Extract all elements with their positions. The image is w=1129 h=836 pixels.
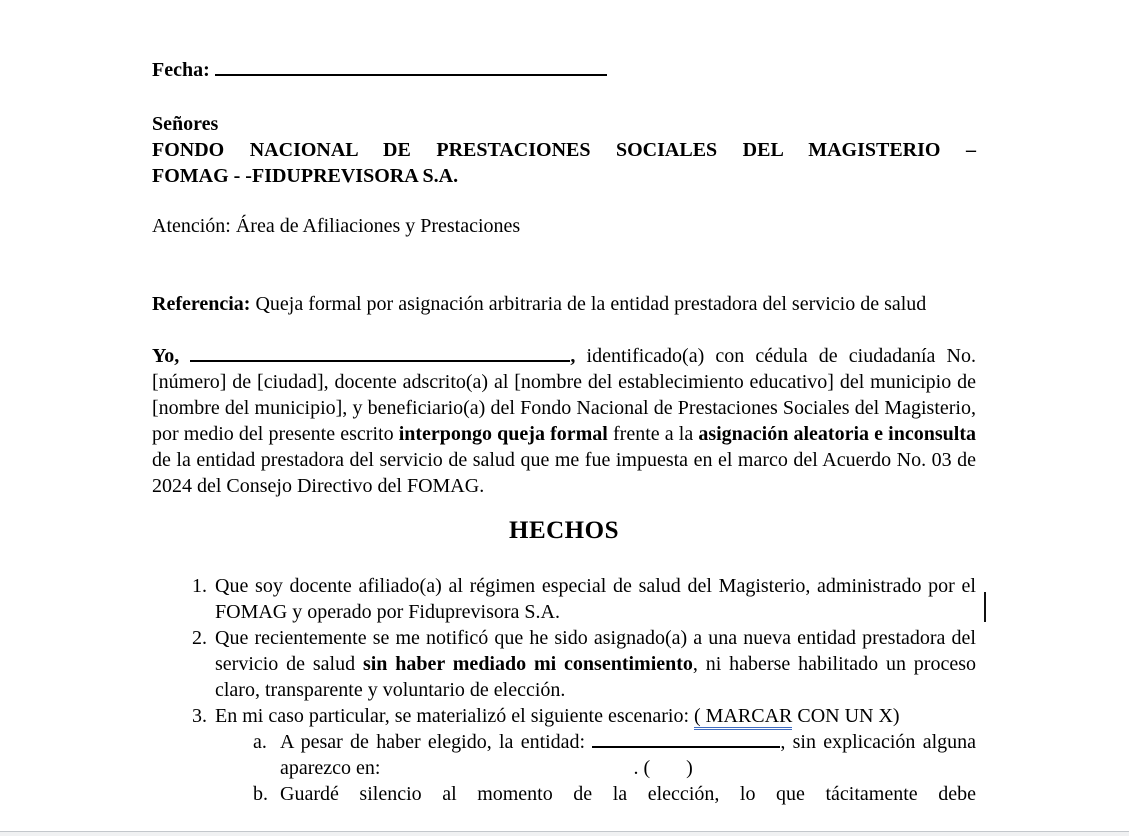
text: . ( bbox=[633, 757, 651, 779]
bold-text: interpongo queja formal bbox=[398, 423, 608, 445]
blank-field[interactable] bbox=[215, 74, 607, 76]
text: En mi caso particular, se materializó el siguiente escenario: bbox=[215, 705, 695, 727]
date-line bbox=[152, 57, 976, 83]
subitem-text bbox=[280, 731, 976, 779]
fact-number: 1. bbox=[192, 575, 207, 597]
recipient-name-line-1: FONDO NACIONAL DE PRESTACIONES SOCIALES DEL MAGISTERIO – bbox=[152, 139, 976, 161]
text: Que recientemente se me notificó que he sido asignado(a) a una nueva entidad prestadora del servicio de salud bbox=[215, 627, 976, 675]
blank-field[interactable] bbox=[592, 746, 780, 748]
fact-number: 3. bbox=[192, 705, 207, 727]
bold-text: Fecha: bbox=[152, 59, 215, 81]
blank-field[interactable] bbox=[190, 360, 570, 362]
text: Queja formal por asignación arbitraria de la entidad prestadora del servicio de salud bbox=[250, 293, 927, 315]
fact-item bbox=[152, 703, 976, 729]
intro-paragraph bbox=[152, 343, 976, 499]
subitem-letter: a. bbox=[253, 731, 267, 753]
text: frente a la bbox=[607, 423, 699, 445]
grammar-underline-text: ( MARCAR bbox=[694, 705, 792, 730]
subitem-letter: b. bbox=[253, 783, 268, 805]
fact-subitem bbox=[152, 729, 976, 781]
fact-text bbox=[215, 627, 976, 701]
bold-text: Yo, bbox=[152, 345, 191, 367]
fact-text bbox=[215, 705, 900, 730]
text: A pesar de haber elegido, la entidad: bbox=[280, 731, 593, 753]
window-bottom-edge bbox=[0, 831, 1129, 836]
fact-item bbox=[152, 573, 976, 625]
text: , ni haberse habilitado un proceso claro, transparente y voluntario de elección. bbox=[215, 653, 976, 701]
text: de la entidad prestadora del servicio de salud que me fue impuesta en el marco del Acuerdo No. 03 de 2024 del Consejo Directivo del FOMAG. bbox=[152, 449, 976, 497]
bold-text: sin haber mediado mi consentimiento bbox=[362, 653, 693, 675]
text: Guardé silencio al momento de la elección, lo que tácitamente debe bbox=[280, 783, 976, 805]
fact-number: 2. bbox=[192, 627, 207, 649]
text-cursor bbox=[984, 592, 986, 622]
section-title-hechos: HECHOS bbox=[509, 517, 619, 544]
recipient-name-line-2: FOMAG - -FIDUPREVISORA S.A. bbox=[152, 165, 459, 187]
bold-text: asignación aleatoria e inconsulta bbox=[698, 423, 976, 445]
text: , sin explicación alguna aparezco en: bbox=[280, 731, 977, 779]
attention-line: Atención: Área de Afiliaciones y Prestaciones bbox=[152, 215, 521, 237]
fact-text bbox=[215, 575, 976, 623]
facts-list bbox=[152, 573, 976, 807]
fact-item bbox=[152, 625, 976, 703]
salutation: Señores bbox=[152, 113, 219, 135]
text: identificado(a) con cédula de ciudadanía No. [número] de [ciudad], docente adscrito(a) al [nombre del establecimiento educativo] del municipio de [nombre del municipio], y beneficiario(a) del Fondo Nacional de Prestaciones Sociales del Magisterio, por medio del presente escrito bbox=[152, 345, 976, 445]
reference-paragraph bbox=[152, 291, 976, 317]
text: ) bbox=[686, 757, 693, 779]
bold-text: Referencia: bbox=[152, 293, 251, 315]
bold-text: , bbox=[570, 345, 587, 367]
text: CON UN X) bbox=[792, 705, 900, 727]
subitem-text bbox=[280, 783, 976, 805]
fact-subitem bbox=[152, 781, 976, 807]
text: Que soy docente afiliado(a) al régimen especial de salud del Magisterio, administrado por el FOMAG y operado por Fiduprevisora S.A. bbox=[215, 575, 976, 623]
